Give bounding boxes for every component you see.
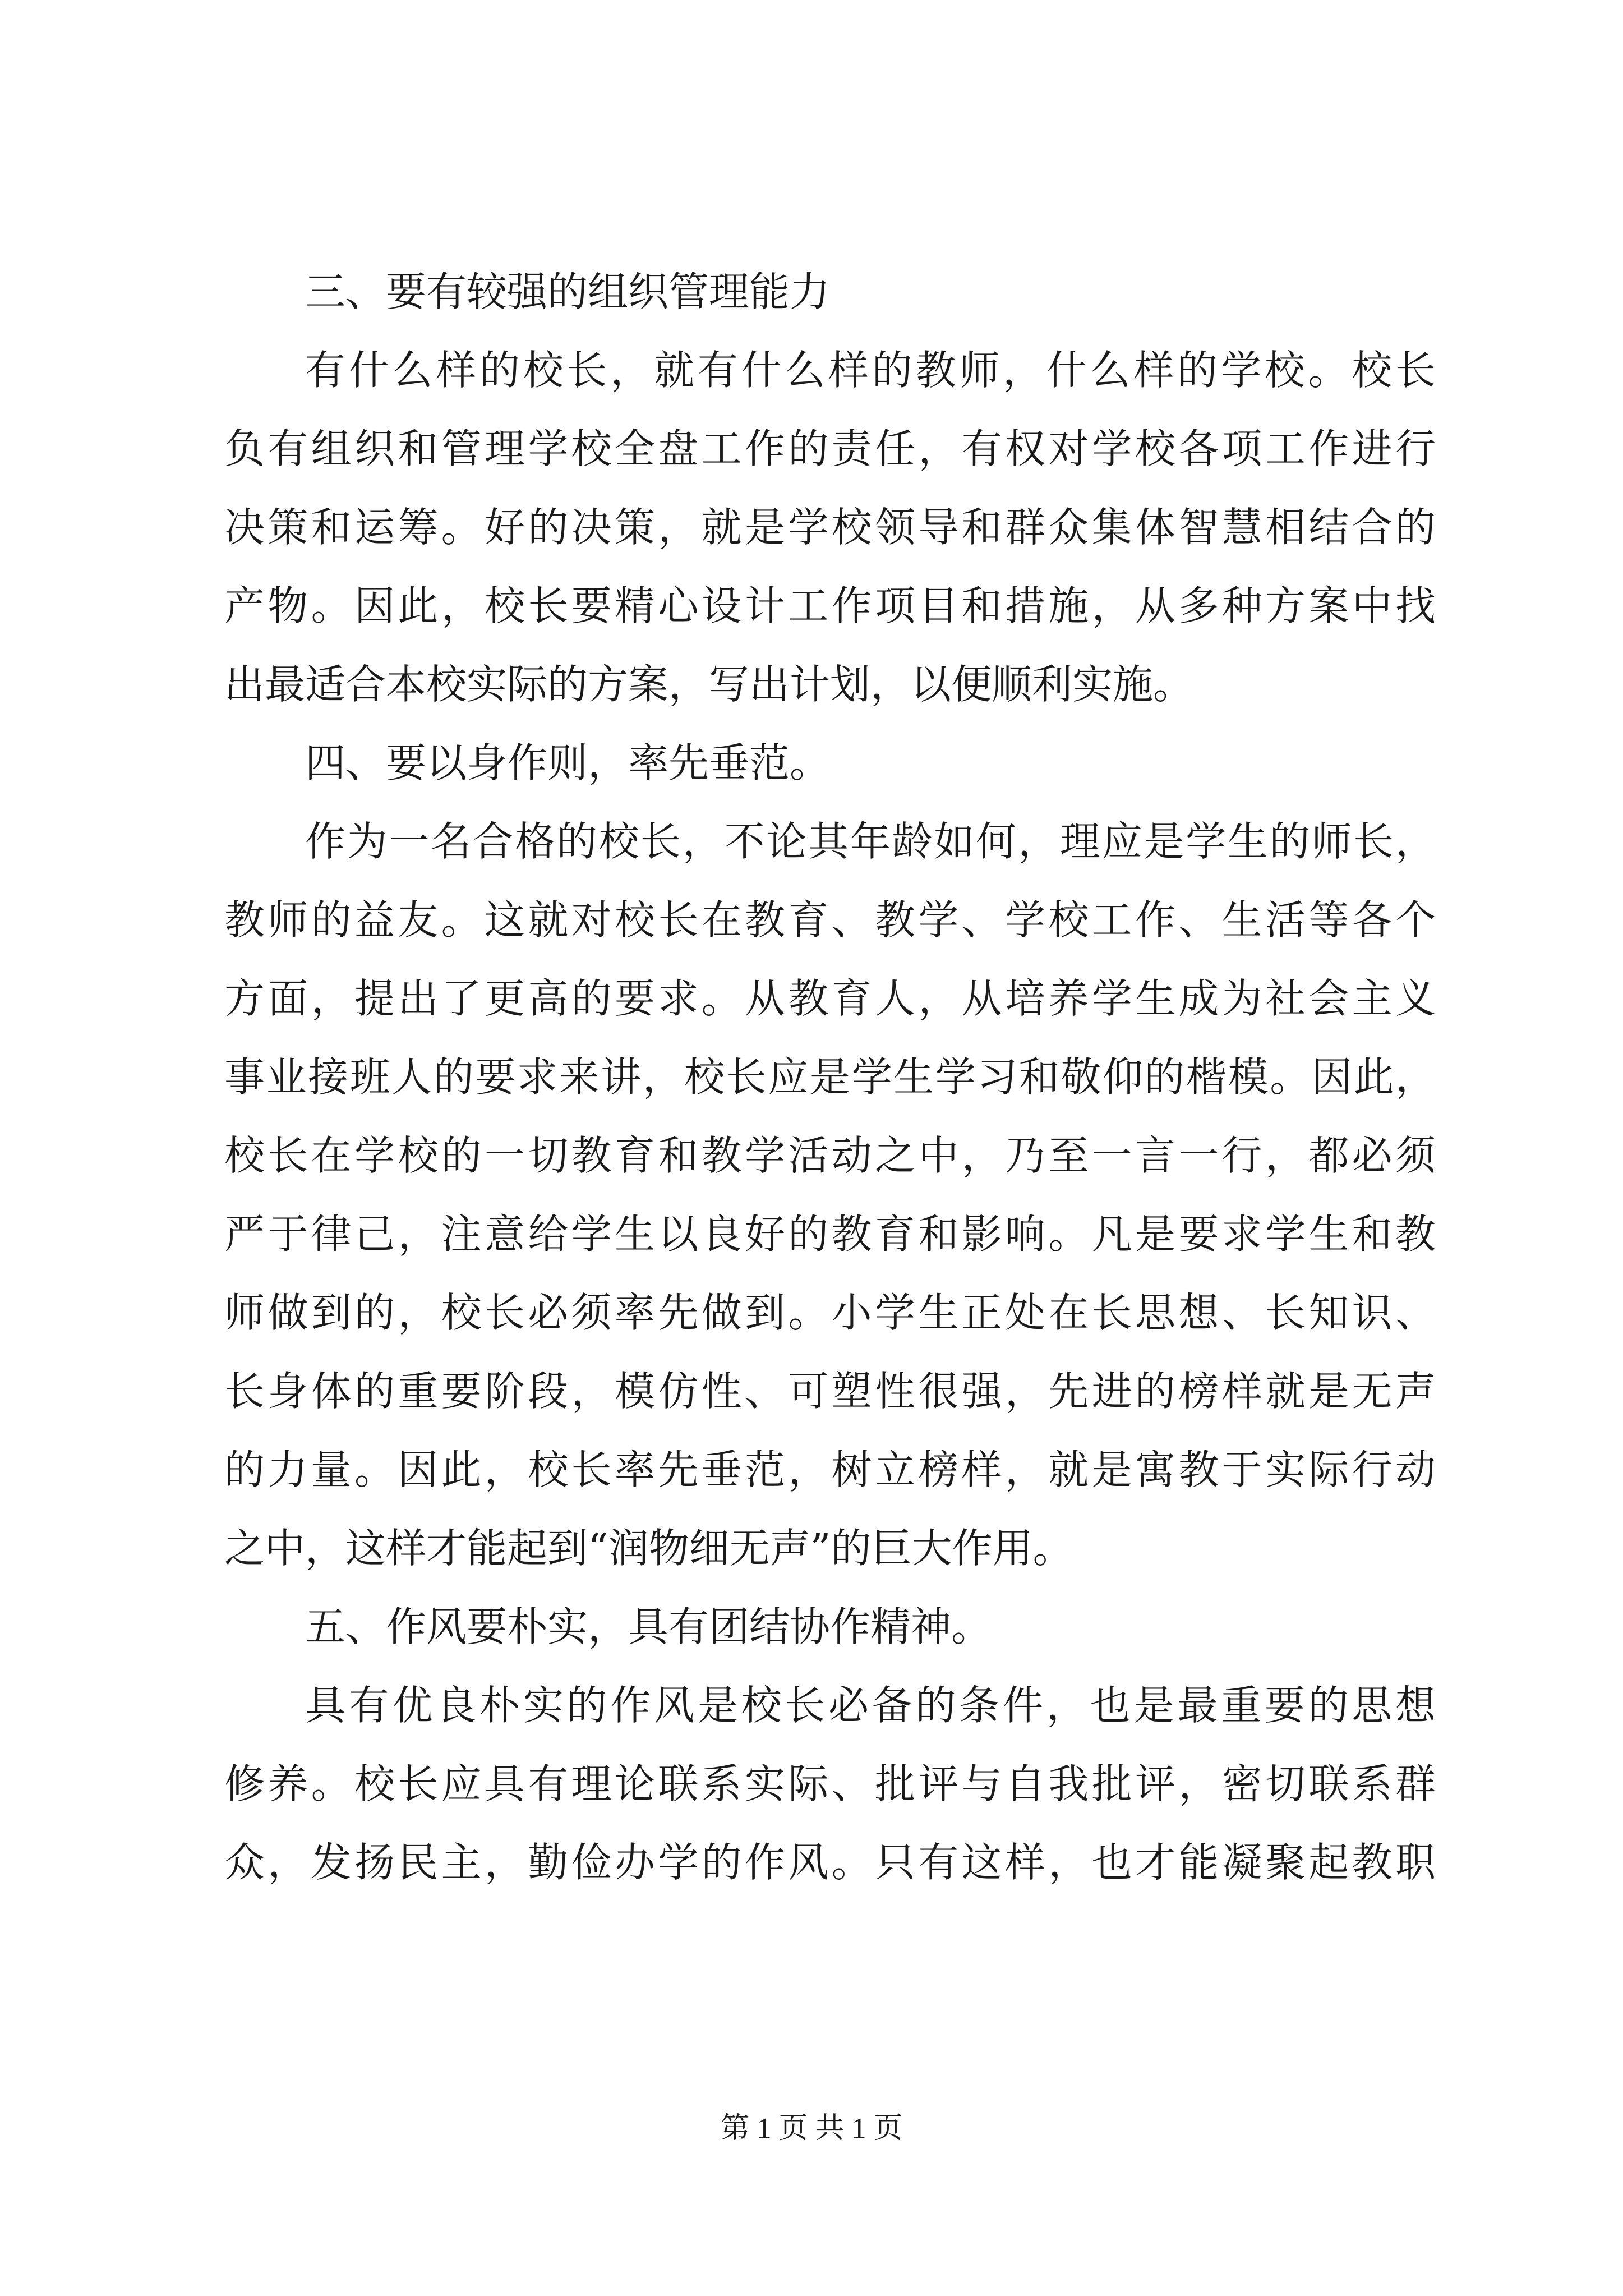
text-line: 校长在学校的一切教育和教学活动之中，乃至一言一行，都必须 (224, 1132, 1436, 1179)
section-heading: 三、要有较强的组织管理能力 (305, 268, 831, 315)
text-line: 产物。因此，校长要精心设计工作项目和措施，从多种方案中找 (224, 582, 1436, 629)
text-line: 负有组织和管理学校全盘工作的责任，有权对学校各项工作进行 (224, 425, 1436, 472)
text-line: 决策和运筹。好的决策，就是学校领导和群众集体智慧相结合的 (224, 504, 1436, 551)
text-line: 长身体的重要阶段，模仿性、可塑性很强，先进的榜样就是无声 (224, 1368, 1436, 1415)
document-body (224, 252, 1436, 1902)
text-line: 具有优良朴实的作风是校长必备的条件，也是最重要的思想 (305, 1682, 1436, 1729)
text-line: 众，发扬民主，勤俭办学的作风。只有这样，也才能凝聚起教职 (224, 1839, 1436, 1886)
section-heading: 五、作风要朴实，具有团结协作精神。 (305, 1603, 992, 1650)
text-line: 修养。校长应具有理论联系实际、批评与自我批评，密切联系群 (224, 1760, 1436, 1807)
text-line: 之中，这样才能起到“润物细无声”的巨大作用。 (224, 1525, 1073, 1572)
page-number-footer: 第 1 页 共 1 页 (720, 2113, 903, 2145)
section-heading: 四、要以身作则，率先垂范。 (305, 739, 831, 786)
text-line: 有什么样的校长，就有什么样的教师，什么样的学校。校长 (305, 347, 1436, 394)
text-line: 方面，提出了更高的要求。从教育人，从培养学生成为社会主义 (224, 975, 1436, 1022)
text-line: 师做到的，校长必须率先做到。小学生正处在长思想、长知识、 (224, 1289, 1436, 1336)
text-line: 作为一名合格的校长，不论其年龄如何，理应是学生的师长， (305, 818, 1436, 865)
text-line: 的力量。因此，校长率先垂范，树立榜样，就是寓教于实际行动 (224, 1446, 1436, 1493)
text-line: 严于律己，注意给学生以良好的教育和影响。凡是要求学生和教 (224, 1211, 1436, 1258)
text-line: 教师的益友。这就对校长在教育、教学、学校工作、生活等各个 (224, 896, 1436, 944)
text-line: 出最适合本校实际的方案，写出计划，以便顺利实施。 (224, 661, 1194, 708)
text-line: 事业接班人的要求来讲，校长应是学生学习和敬仰的楷模。因此， (224, 1053, 1436, 1101)
